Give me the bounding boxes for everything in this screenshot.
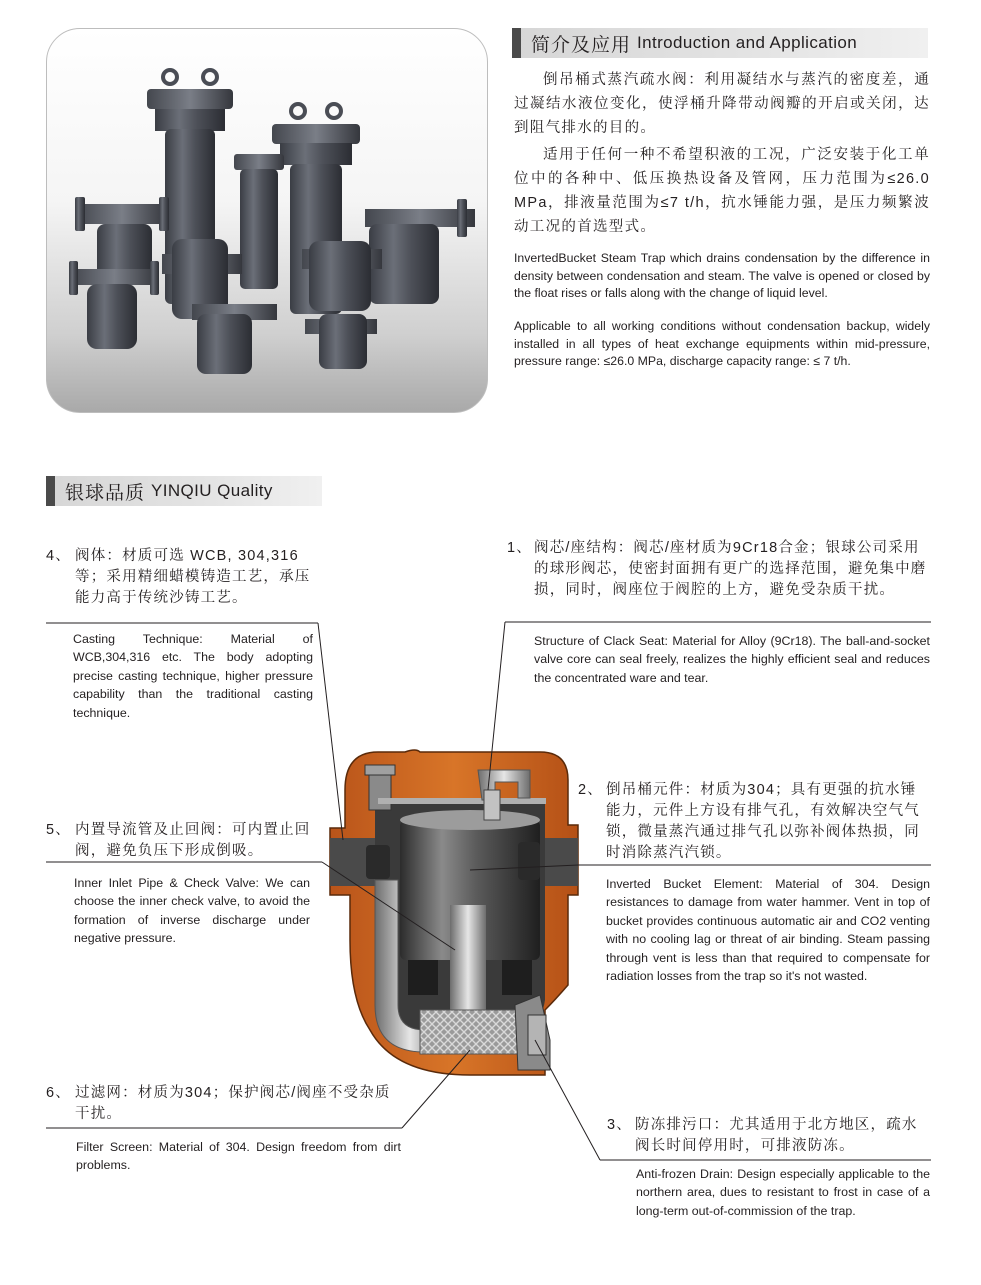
callout-4-text-cn: 阀体：材质可选 WCB, 304,316 等；采用精细蜡模铸造工艺，承压能力高于传统沙铸工艺。 — [75, 548, 311, 606]
callout-5-text-en: Inner Inlet Pipe & Check Valve: We can choose the inner check valve, to avoid the formation of inverse discharge under negative pressure. — [74, 876, 310, 946]
callout-2-cn — [578, 780, 931, 864]
callout-6-cn — [46, 1083, 401, 1125]
intro-paragraph-en-1: InvertedBucket Steam Trap which drains condensation by the difference in density between condensation and steam. The valve is opened or closed by the float rises or falls along with the change of liquid level. — [514, 251, 930, 301]
filter-screen — [420, 1010, 520, 1054]
callout-3-text-en: Anti-frozen Drain: Design especially applicable to the northern area, dues to resistant to frost in case of a long-term out-of-commission of the trap. — [636, 1167, 930, 1218]
quality-heading-en: YINQIU Quality — [151, 481, 273, 500]
callout-5-text-cn: 内置导流管及止回阀：可内置止回阀，避免负压下形成倒吸。 — [75, 822, 311, 859]
callout-6-text-en: Filter Screen: Material of 304. Design freedom from dirt problems. — [76, 1140, 401, 1173]
intro-paragraph-en-2: Applicable to all working conditions without condensation backup, widely installed in all types of heat exchange equipments within mid-pressure, pressure range: ≤26.0 MPa, discharge capacity range: ≤ 7 t/h. — [514, 319, 930, 369]
callout-2-text-en: Inverted Bucket Element: Material of 304. Design resistances to damage from water hammer. Vent in top of bucket provides continuous automatic air and CO2 venting with no cooling lag or threat of air binding. Steam passing through vent is less than that required to compensate for radiation losses from the trap so it's not wasted. — [606, 877, 930, 984]
callout-1-text-cn: 阀芯/座结构：阀芯/座材质为9Cr18合金；银球公司采用的球形阀芯，使密封面拥有更广的选择范围，避免集中磨损，同时，阀座位于阀腔的上方，避免受杂质干扰。 — [534, 540, 927, 598]
quality-heading-cn: 银球品质 — [65, 482, 146, 504]
callout-2-text-cn: 倒吊桶元件：材质为304；具有更强的抗水锤能力，元件上方设有排气孔，有效解决空气气锁，微量蒸汽通过排气孔以弥补阀体热损，同时消除蒸汽汽锁。 — [606, 782, 920, 861]
callout-3-text-cn: 防冻排污口：尤其适用于北方地区，疏水阀长时间停用时，可排液防冻。 — [635, 1117, 918, 1154]
callout-4-number: 4、 — [46, 548, 71, 564]
callout-1-number: 1、 — [507, 540, 532, 556]
intro-paragraph-cn-1: 倒吊桶式蒸汽疏水阀：利用凝结水与蒸汽的密度差，通过凝结水液位变化，使浮桶升降带动阀瓣的开启或关闭，达到阻气排水的目的。 — [514, 72, 930, 136]
callout-6-number: 6、 — [46, 1085, 71, 1101]
callout-5-cn — [46, 820, 321, 862]
intro-paragraph-cn-2: 适用于任何一种不希望积液的工况，广泛安装于化工单位中的各种中、低压换热设备及管网，压力范围为≤26.0 MPa，排液量范围为≤7 t/h，抗水锤能力强，是压力频繁波动工况的首选型式。 — [514, 147, 930, 235]
callout-2-number: 2、 — [578, 782, 603, 798]
callout-1-cn — [507, 538, 931, 601]
callout-1-text-en: Structure of Clack Seat: Material for Alloy (9Cr18). The ball-and-socket valve core can seal freely, realizes the highly efficient seal and reduces the concentrated ware and tear. — [534, 634, 930, 685]
callout-3-cn — [607, 1115, 931, 1157]
callout-3-number: 3、 — [607, 1117, 632, 1133]
callout-4-cn — [46, 546, 318, 609]
callout-6-text-cn: 过滤网：材质为304；保护阀芯/阀座不受杂质干扰。 — [75, 1085, 391, 1122]
intro-heading-cn: 简介及应用 — [531, 34, 632, 56]
outlet-port — [545, 838, 578, 886]
callout-4-text-en: Casting Technique: Material of WCB,304,316 etc. The body adopting precise casting technique, higher pressure capability than the traditional casting technique. — [73, 632, 313, 720]
inlet-tube — [450, 905, 486, 1015]
intro-heading-en: Introduction and Application — [637, 33, 858, 52]
callout-5-number: 5、 — [46, 822, 71, 838]
